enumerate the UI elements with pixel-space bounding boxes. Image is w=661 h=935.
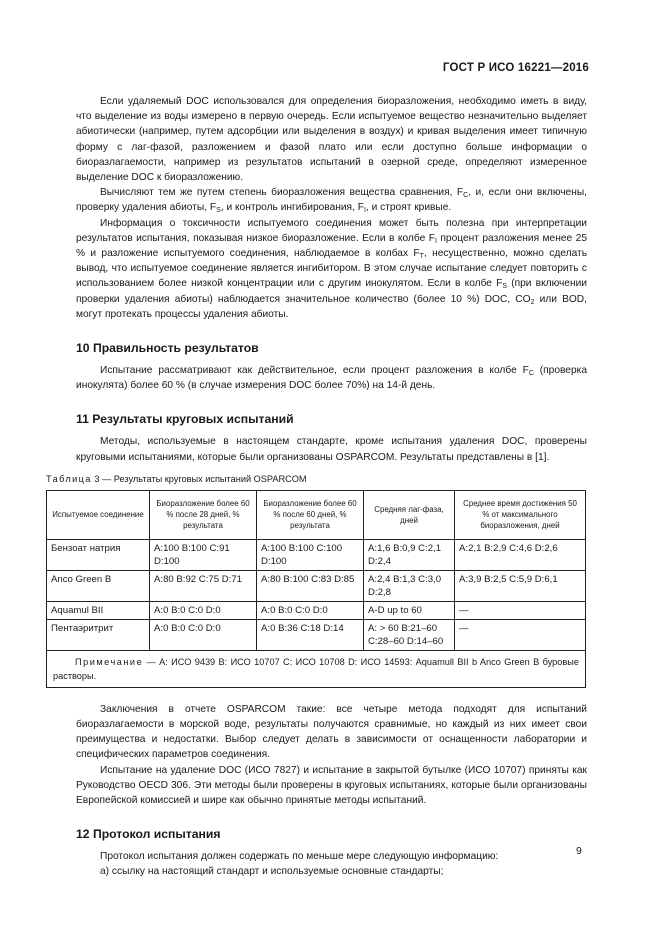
- paragraph-conclusions: Заключения в отчете OSPARCOM такие: все четыре метода подходят для испытаний биоразлагаемости в морской воде, результаты получаются сравнимые, но каждый из них имеет свои преимущества и недостатки. Выбор следует делать в зависимости от оснащенности лаборатории и специфических параметров соединения.: [76, 703, 587, 761]
- results-table: [46, 490, 586, 688]
- cell-value: A:80 B:100 C:83 D:85: [257, 570, 364, 601]
- cell-value: A: > 60 B:21–60 C:28–60 D:14–60: [364, 619, 455, 650]
- cell-value: A:0 B:0 C:0 D:0: [150, 601, 257, 619]
- table-note: Примечание — A: ИСО 9439 B: ИСО 10707 C: ИСО 10708 D: ИСО 14593: Aquamull BII b Anco Green B буровые растворы.: [47, 650, 586, 687]
- cell-compound: Aquamul BII: [47, 601, 150, 619]
- cell-value: A:2,1 B:2,9 C:4,6 D:2,6: [455, 539, 586, 570]
- cell-value: —: [455, 619, 586, 650]
- cell-value: A-D up to 60: [364, 601, 455, 619]
- cell-value: A:1,6 B:0,9 C:2,1 D:2,4: [364, 539, 455, 570]
- cell-value: A:100 B:100 C:91 D:100: [150, 539, 257, 570]
- header-60-days: Биоразложение более 60 % после 60 дней, % результата: [257, 490, 364, 539]
- table-row: [47, 570, 586, 601]
- cell-value: A:0 B:0 C:0 D:0: [150, 619, 257, 650]
- paragraph-doc-removal: Если удаляемый DOC использовался для определения биоразложения, необходимо иметь в виду, что выделение из воды измерено в первую очередь. Если испытуемое вещество незначительно выделяет абиотически (например, путем адсорбции или выделения в воздух) и кривая выделения имеет типичную форму с лаг-фазой, разложением и фазой плато или если доступно больше информации о биоразлагаемости, например из результатов испытаний в озерной среде, определяют измеренное выделение DOC к биоразложению.: [76, 96, 587, 184]
- page-content: [46, 94, 587, 880]
- table-header-row: [47, 490, 586, 539]
- section-11-paragraph: Методы, используемые в настоящем стандарте, кроме испытания удаления DOC, проверены круговыми испытаниями, которые были организованы OSPARCOM. Результаты представлены в [1].: [76, 436, 587, 463]
- section-10-paragraph: Испытание рассматривают как действительное, если процент разложения в колбе $F_C$ (проверка инокулята) более 60 % (в случае измерения DOC более 70%) на 14-й день.: [76, 365, 587, 392]
- protocol-item-a: a) ссылку на настоящий стандарт и используемые основные стандарты;: [100, 866, 444, 878]
- cell-value: A:100 B:100 C:100 D:100: [257, 539, 364, 570]
- cell-value: —: [455, 601, 586, 619]
- section-12-paragraph: Протокол испытания должен содержать по меньше мере следующую информацию:: [100, 851, 499, 863]
- table-note-row: [47, 650, 586, 687]
- paragraph-reference-degradation: Вычисляют тем же путем степень биоразложения вещества сравнения, $F_C$, и, если они включены, проверку удаления абиоты, $F_S$, и контроль ингибирования, $F_I$, и строят кривые.: [76, 187, 587, 215]
- header-compound: Испытуемое соединение: [47, 490, 150, 539]
- cell-value: A:2,4 B:1,3 C:3,0 D:2,8: [364, 570, 455, 601]
- table-row: [47, 539, 586, 570]
- cell-value: A:0 B:0 C:0 D:0: [257, 601, 364, 619]
- table-caption: Таблица 3 — Результаты круговых испытаний OSPARCOM: [46, 473, 307, 484]
- page-number: 9: [576, 845, 582, 857]
- cell-value: A:3,9 B:2,5 C:5,9 D:6,1: [455, 570, 586, 601]
- section-12-title: 12 Протокол испытания: [76, 827, 221, 842]
- paragraph-oecd: Испытание на удаление DOC (ИСО 7827) и испытание в закрытой бутылке (ИСО 10707) приняты как Руководство OECD 306. Эти методы были проверены в круговых испытаниях, которые были организованы Европейской комиссией и шире как обычно принятые методы испытаний.: [76, 764, 587, 807]
- table-row: [47, 619, 586, 650]
- cell-compound: Anco Green B: [47, 570, 150, 601]
- document-id: ГОСТ Р ИСО 16221—2016: [442, 62, 589, 74]
- cell-compound: Пентаэритрит: [47, 619, 150, 650]
- paragraph-toxicity: Информация о токсичности испытуемого соединения может быть полезна при интерпретации результатов испытания, показывая низкое биоразложение. Если в колбе $F_I$ процент разложения менее 25 % и разложение испытуемого соединения, наблюдаемое в колбах $F_T$, несущественно, можно сделать вывод, что испытуемое соединение является ингибитором. В этом случае испытание следует повторить с использованием более низкой концентрации или с другим инокулятом. Если в колбе $F_S$ (при включении проверки удаления абиоты) наблюдается значительное количество (более 10 %) DOC, $CO_2$ или BOD, могут протекать процессы удаления абиоты.: [76, 217, 587, 320]
- cell-compound: Бензоат натрия: [47, 539, 150, 570]
- cell-value: A:80 B:92 C:75 D:71: [150, 570, 257, 601]
- section-10-title: 10 Правильность результатов: [76, 341, 259, 356]
- header-time-50: Среднее время достижения 50 % от максимального биоразложения, дней: [455, 490, 586, 539]
- table-row: [47, 601, 586, 619]
- cell-value: A:0 B:36 C:18 D:14: [257, 619, 364, 650]
- header-lag-phase: Средняя лаг-фаза, дней: [364, 490, 455, 539]
- header-28-days: Биоразложение более 60 % после 28 дней, % результата: [150, 490, 257, 539]
- section-11-title: 11 Результаты круговых испытаний: [76, 412, 294, 427]
